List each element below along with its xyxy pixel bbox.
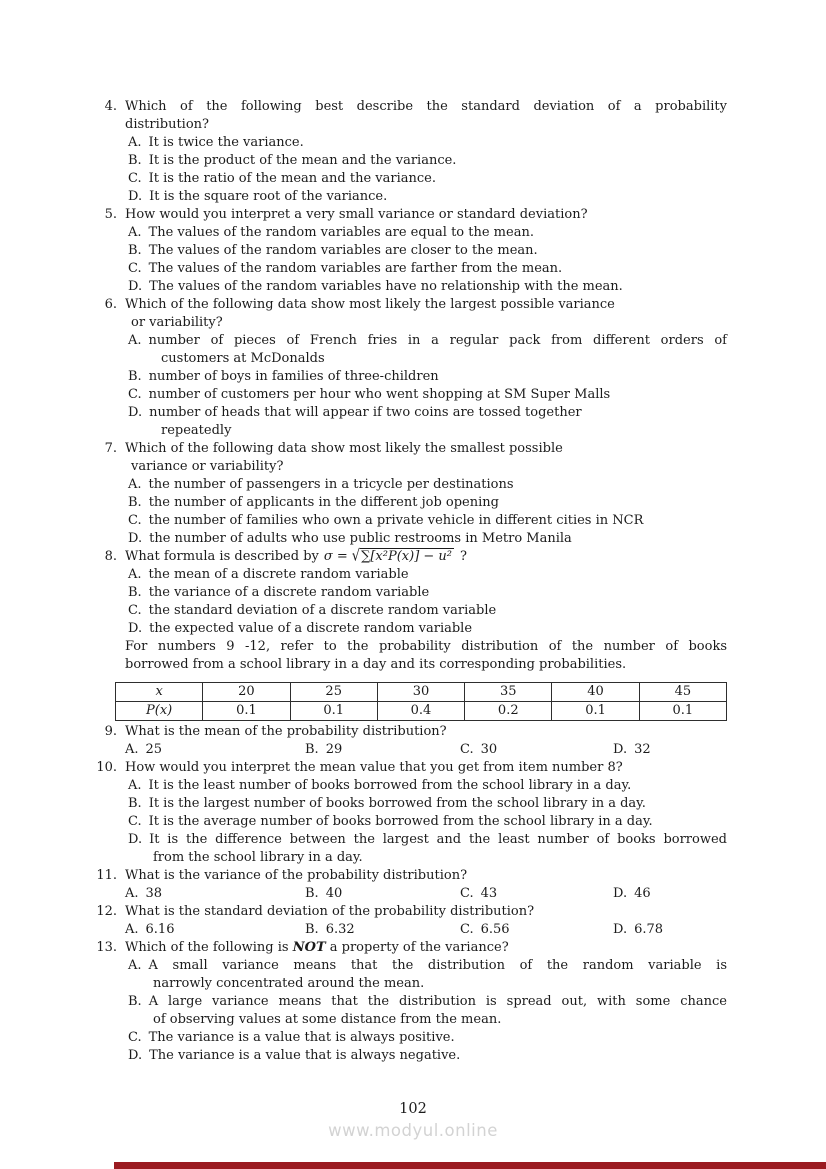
not-emphasis: NOT xyxy=(292,940,326,955)
question-4-option-d: D. It is the square root of the variance. xyxy=(128,189,388,204)
question-9 xyxy=(92,723,727,759)
table-cell: 30 xyxy=(377,683,464,702)
question-12-options xyxy=(125,921,727,939)
table-cell: 35 xyxy=(465,683,552,702)
question-7-option-a: A. the number of passengers in a tricycle per destinations xyxy=(128,477,514,492)
question-8-stem: What formula is described by σ = √∑[x²P(x)] − u² ? xyxy=(125,548,727,566)
question-4-option-c: C. It is the ratio of the mean and the variance. xyxy=(128,171,436,186)
question-13-stem: Which of the following is NOT a property of the variance? xyxy=(125,940,509,955)
question-5-number: 5. xyxy=(104,207,117,222)
footer-accent-bar xyxy=(114,1162,826,1169)
question-10-stem: How would you interpret the mean value that you get from item number 8? xyxy=(125,760,623,775)
table-cell: 25 xyxy=(290,683,377,702)
question-7-option-c: C. the number of families who own a private vehicle in different cities in NCR xyxy=(128,513,644,528)
question-8-option-d: D. the expected value of a discrete random variable xyxy=(128,621,473,636)
table-row-x xyxy=(116,683,727,702)
table-cell: 0.1 xyxy=(639,702,726,721)
question-13-option-c: C. The variance is a value that is always positive. xyxy=(128,1030,455,1045)
question-9-option-b: B. 29 xyxy=(305,742,343,757)
question-4 xyxy=(92,98,727,206)
question-10-option-c: C. It is the average number of books borrowed from the school library in a day. xyxy=(128,814,653,829)
sigma-sqrt-formula: σ = √∑[x²P(x)] − u² xyxy=(324,549,454,564)
question-6-stem: Which of the following data show most likely the largest possible variance xyxy=(125,297,615,312)
question-10-option-d-line2: from the school library in a day. xyxy=(153,850,363,865)
question-5-option-b: B. The values of the random variables are closer to the mean. xyxy=(128,243,538,258)
question-13-option-a: A. A small variance means that the distribution of the random variable is xyxy=(128,958,727,973)
question-6-option-a: A. number of pieces of French fries in a regular pack from different orders of xyxy=(128,333,727,348)
table-cell: 0.1 xyxy=(290,702,377,721)
question-11-option-c: C. 43 xyxy=(460,886,498,901)
question-10-option-a: A. It is the least number of books borrowed from the school library in a day. xyxy=(128,778,632,793)
reference-note-line2: borrowed from a school library in a day and its corresponding probabilities. xyxy=(125,657,627,672)
page-number: 102 xyxy=(399,1101,427,1117)
table-cell: 0.2 xyxy=(465,702,552,721)
question-8-number: 8. xyxy=(104,549,117,564)
question-10-option-d: D. It is the difference between the largest and the least number of books borrowed xyxy=(128,832,727,847)
question-11-number: 11. xyxy=(96,868,117,883)
question-6-option-d-line2: repeatedly xyxy=(161,423,232,438)
table-cell: 40 xyxy=(552,683,639,702)
question-11-option-a: A. 38 xyxy=(125,886,163,901)
question-11-options xyxy=(125,885,727,903)
question-9-options xyxy=(125,741,727,759)
question-11-option-d: D. 46 xyxy=(613,886,651,901)
question-12-option-a: A. 6.16 xyxy=(125,922,175,937)
question-8-option-b: B. the variance of a discrete random variable xyxy=(128,585,430,600)
reference-note-line1: For numbers 9 -12, refer to the probability distribution of the number of books xyxy=(125,639,727,654)
question-12-option-d: D. 6.78 xyxy=(613,922,664,937)
question-7-stem: Which of the following data show most likely the smallest possible xyxy=(125,441,563,456)
question-10 xyxy=(92,759,727,867)
question-5-stem: How would you interpret a very small variance or standard deviation? xyxy=(125,207,588,222)
question-9-option-c: C. 30 xyxy=(460,742,498,757)
question-5 xyxy=(92,206,727,296)
question-8-option-a: A. the mean of a discrete random variable xyxy=(128,567,409,582)
question-4-stem: Which of the following best describe the standard deviation of a probability xyxy=(125,99,727,114)
table-cell: 0.4 xyxy=(377,702,464,721)
question-6-option-a-line2: customers at McDonalds xyxy=(161,351,325,366)
question-5-option-d: D. The values of the random variables have no relationship with the mean. xyxy=(128,279,623,294)
exam-page-content xyxy=(92,98,727,1065)
watermark-text: www.modyul.online xyxy=(328,1121,498,1140)
question-8-option-c: C. the standard deviation of a discrete random variable xyxy=(128,603,497,618)
table-cell: 45 xyxy=(639,683,726,702)
question-11-option-b: B. 40 xyxy=(305,886,343,901)
table-cell: P(x) xyxy=(116,702,203,721)
question-7-option-d: D. the number of adults who use public restrooms in Metro Manila xyxy=(128,531,572,546)
question-12-option-b: B. 6.32 xyxy=(305,922,355,937)
question-6-number: 6. xyxy=(104,297,117,312)
probability-distribution-table xyxy=(115,682,727,721)
question-10-number: 10. xyxy=(96,760,117,775)
question-9-option-a: A. 25 xyxy=(125,742,163,757)
reference-note xyxy=(92,638,727,674)
question-4-option-a: A. It is twice the variance. xyxy=(128,135,304,150)
radical-sign: √ xyxy=(351,547,361,566)
question-13-option-b-line2: of observing values at some distance from the mean. xyxy=(153,1012,502,1027)
question-12-option-c: C. 6.56 xyxy=(460,922,510,937)
question-13 xyxy=(92,939,727,1065)
question-11 xyxy=(92,867,727,903)
question-9-option-d: D. 32 xyxy=(613,742,651,757)
question-13-number: 13. xyxy=(96,940,117,955)
question-4-stem-line2: distribution? xyxy=(125,117,209,132)
question-4-option-b: B. It is the product of the mean and the variance. xyxy=(128,153,457,168)
question-6 xyxy=(92,296,727,440)
question-6-stem-line2: or variability? xyxy=(131,315,223,330)
table-row-px xyxy=(116,702,727,721)
question-9-stem: What is the mean of the probability distribution? xyxy=(125,724,447,739)
question-7 xyxy=(92,440,727,548)
question-8 xyxy=(92,548,727,638)
question-7-stem-line2: variance or variability? xyxy=(131,459,284,474)
question-11-stem: What is the variance of the probability distribution? xyxy=(125,868,468,883)
table-cell: 0.1 xyxy=(552,702,639,721)
table-cell: 20 xyxy=(203,683,290,702)
question-12-stem: What is the standard deviation of the probability distribution? xyxy=(125,904,535,919)
question-10-option-b: B. It is the largest number of books borrowed from the school library in a day. xyxy=(128,796,646,811)
question-4-number: 4. xyxy=(104,99,117,114)
question-5-option-c: C. The values of the random variables are farther from the mean. xyxy=(128,261,563,276)
question-13-option-b: B. A large variance means that the distribution is spread out, with some chance xyxy=(128,994,727,1009)
question-6-option-c: C. number of customers per hour who went shopping at SM Super Malls xyxy=(128,387,611,402)
question-13-option-d: D. The variance is a value that is always negative. xyxy=(128,1048,461,1063)
question-5-option-a: A. The values of the random variables are equal to the mean. xyxy=(128,225,534,240)
question-12 xyxy=(92,903,727,939)
question-13-option-a-line2: narrowly concentrated around the mean. xyxy=(153,976,425,991)
question-12-number: 12. xyxy=(96,904,117,919)
table-cell: x xyxy=(116,683,203,702)
table-cell: 0.1 xyxy=(203,702,290,721)
question-6-option-b: B. number of boys in families of three-children xyxy=(128,369,439,384)
question-7-number: 7. xyxy=(104,441,117,456)
question-7-option-b: B. the number of applicants in the different job opening xyxy=(128,495,499,510)
question-6-option-d: D. number of heads that will appear if two coins are tossed together xyxy=(128,405,582,420)
question-9-number: 9. xyxy=(104,724,117,739)
